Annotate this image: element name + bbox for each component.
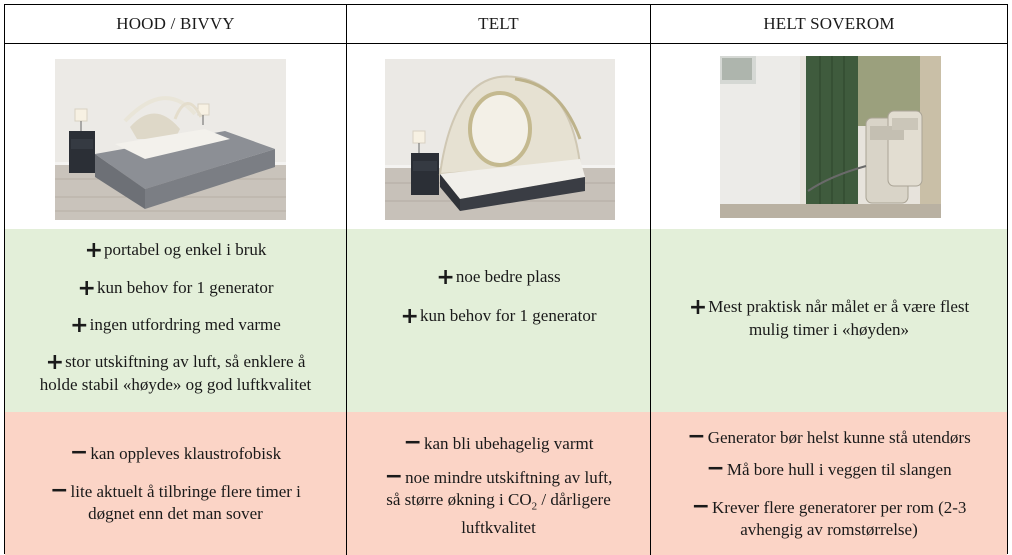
image-cell-soverom — [651, 43, 1007, 229]
pro-item: +kun behov for 1 generator — [400, 304, 597, 329]
pros-list — [5, 239, 346, 396]
column-header: TELT — [478, 14, 519, 33]
room-generator-photo — [720, 56, 941, 218]
con-item: − kan oppleves klaustrofobisk — [69, 440, 282, 465]
header-cell-hood — [5, 5, 347, 43]
image-cell-telt — [347, 43, 651, 229]
cons-list — [5, 442, 346, 525]
hood-bivvy-bed-photo — [55, 59, 286, 220]
header-cell-telt — [347, 5, 651, 43]
con-item: − lite aktuelt å tilbringe flere timer i døgnet enn det man sover — [50, 478, 301, 523]
con-item: − Må bore hull i veggen til slangen — [706, 456, 952, 481]
minus-icon: − — [50, 478, 69, 503]
column-header: HELT SOVEROM — [763, 14, 895, 33]
pros-row — [5, 229, 1007, 413]
plus-icon: + — [436, 265, 455, 290]
tent-bed-photo — [385, 59, 615, 220]
image-row — [5, 43, 1007, 230]
pros-cell-soverom — [651, 229, 1007, 412]
cons-row — [5, 412, 1007, 555]
minus-icon: − — [691, 494, 711, 519]
pro-item: +Mest praktisk når målet er å være flest mulig timer i «høyden» — [688, 295, 970, 339]
cons-cell-hood — [5, 412, 347, 555]
column-header: HOOD / BIVVY — [116, 14, 235, 33]
comparison-table — [4, 4, 1008, 554]
pros-cell-telt — [347, 229, 651, 412]
pros-list — [651, 296, 1007, 341]
cons-cell-soverom — [651, 412, 1007, 555]
con-item: − Krever flere generatorer per rom (2-3 avhengig av romstørrelse) — [691, 494, 967, 539]
cons-list — [651, 426, 1007, 541]
minus-icon: − — [384, 464, 404, 489]
pro-item: +stor utskiftning av luft, så enklere å holde stabil «høyde» og god luftkvalitet — [39, 350, 312, 394]
pro-item: +kun behov for 1 generator — [77, 276, 274, 301]
pros-cell-hood — [5, 229, 347, 412]
header-row — [5, 5, 1007, 44]
con-item: − Generator bør helst kunne stå utendørs — [687, 424, 971, 449]
pro-item: +ingen utfordring med varme — [70, 313, 281, 338]
cons-list — [347, 432, 650, 539]
image-cell-hood — [5, 43, 347, 229]
pro-item: +noe bedre plass — [436, 265, 561, 290]
plus-icon: + — [84, 238, 104, 263]
header-cell-soverom — [651, 5, 1007, 43]
plus-icon: + — [400, 304, 419, 329]
plus-icon: + — [688, 295, 708, 320]
con-item: − noe mindre utskiftning av luft, så større økning i $CO_2$ / dårligere luftkvalitet — [384, 464, 613, 538]
plus-icon: + — [70, 313, 89, 338]
pros-list — [347, 266, 650, 328]
pro-item: +portabel og enkel i bruk — [84, 238, 267, 263]
minus-icon: − — [687, 424, 706, 449]
minus-icon: − — [403, 430, 422, 455]
minus-icon: − — [706, 456, 725, 481]
con-item: − kan bli ubehagelig varmt — [403, 430, 594, 455]
plus-icon: + — [45, 350, 65, 375]
minus-icon: − — [69, 440, 89, 465]
cons-cell-telt — [347, 412, 651, 555]
plus-icon: + — [77, 276, 96, 301]
